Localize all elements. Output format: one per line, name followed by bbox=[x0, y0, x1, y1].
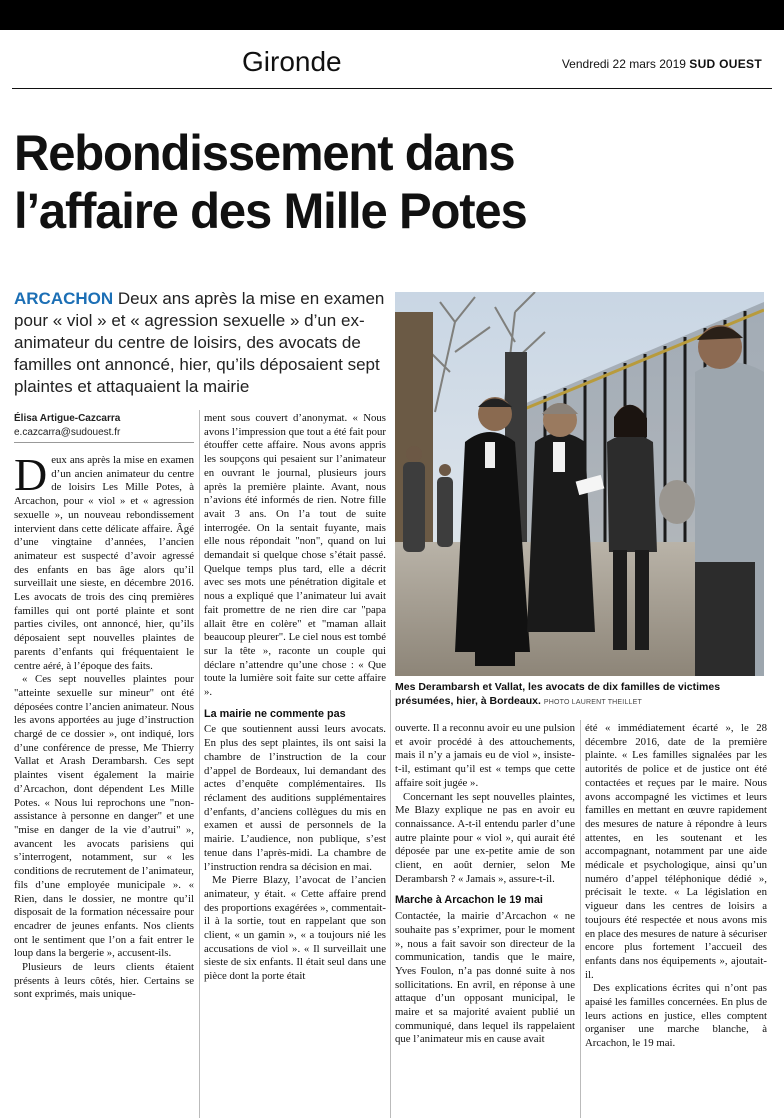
paragraph: Ce que soutiennent aussi leurs avocats. En plus des sept plaintes, ils ont saisi la chambre de l’instruction de la cour d’appel de Bordeaux, lui demandant des actes d’enquête complémentaires. Ils réclament des auditions supplémentaires d’enfants, d’anciens collègues du mis en examen et aussi de personnels de la mairie. L’audience, non publique, s’est tenue dans l’après-midi. La chambre de l’instruction rendra sa décision en mai. bbox=[204, 723, 386, 873]
author-email: e.cazcarra@sudouest.fr bbox=[14, 427, 121, 438]
headline-line-1: Rebondissement dans bbox=[14, 125, 515, 181]
paragraph: été « immédiatement écarté », le 28 décembre 2016, date de la première plainte. « Les familles signalées par les autorités de police et de justice ont été contactées et reçues par le maire. Nous avons accompagné les victimes et leurs familles en mettant en œuvre rapidement des mesures de nature à répondre à leurs attentes, en les soutenant et les accompagnant, notamment par une aide médicale et psychologique, ainsi qu’un numéro d’appel téléphonique dédié », précisait le texte. « La législation en vigueur dans les centres de loisirs a toujours été respectée et nous avons mis en place des mesures de nature à sécuriser encore plus fortement l’accueil des enfants dans nos équipements », ajoutait-il. bbox=[585, 722, 767, 981]
paragraph: ment sous couvert d’anonymat. « Nous avons l’impression que tout a été fait pour étouffer cette affaire. Nous avons appris les soupçons qui pesaient sur l’animateur en ouvrant le journal, plusieurs jours après la première plainte. Avant, nous n’avions été informés de rien. Notre fille avait 3 ans. On l’a tout de suite interrogée. On la sentait fuyante, mais elle nous répondait "non", quand on lui demandait si quelque chose s’était passé. Quelque temps plus tard, elle a décrit avec ses mots une pénétration digitale et nous a expliqué que l’animateur lui avait fait promettre de ne rien dire car "papa allait être en colère" et "maman allait beaucoup pleurer". Le ciel nous est tombé sur la tête », raconte un couple qui déclare n’attendre qu’une chose : « Que toute la lumière soit faite sur cette affaire ». bbox=[204, 412, 387, 699]
author-name: Élisa Artigue-Cazcarra bbox=[14, 413, 121, 424]
photo-caption bbox=[395, 680, 765, 710]
photo-credit: PHOTO LAURENT THEILLET bbox=[543, 699, 642, 706]
byline-rule bbox=[14, 442, 194, 443]
column-separator bbox=[580, 720, 581, 1118]
standfirst bbox=[14, 288, 389, 398]
paragraph: « Ces sept nouvelles plaintes pour "atteinte sexuelle sur mineur" ont été déposées contre l’ancien animateur. Nous les avons apportées au juge d’instruction chargé de ce dossier », ont indiqué, lors d’une conférence de presse, Me Thierry Vallat et Arash Derambarsh. Ces sept plaintes visent également la mairie d’Arcachon, dont dépendent Les Mille Potes. « Nous lui reprochons une "non-assistance à personne en danger" et une "mise en danger de la vie d’autrui" », avancent les avocats parisiens qui s’interrogent, notamment, sur « les conditions de recrutement de l’animateur, fils d’une employée municipale ». « Rien, dans le dossier, ne montre qu’il disposait de la formation nécessaire pour encadrer de jeunes enfants. Nos clients ont le sentiment que l’on a fait entrer le loup dans la bergerie », accusent-ils. bbox=[14, 673, 194, 960]
article-column-1 bbox=[14, 449, 194, 1002]
paragraph: Me Pierre Blazy, l’avocat de l’ancien animateur, y était. « Cette affaire prend des proportions exagérées », commentait-il à la sortie, tout en rappelant que son client, « un gamin », « a toujours nié les accusations de viol ». « Il surveillait une sieste de six enfants. Il était seul dans une pièce dont la porte était bbox=[204, 874, 386, 983]
column-separator bbox=[199, 410, 200, 1118]
article-column-2 bbox=[204, 412, 386, 984]
article-column-3 bbox=[395, 722, 575, 1047]
section-label: Gironde bbox=[242, 46, 342, 77]
headline bbox=[14, 124, 759, 240]
paragraph: eux ans après la mise en examen d’un ancien animateur du centre de loisirs Les Mille Potes, à Arcachon, pour « viol » et « agression sexuelle », un nouveau rebondissement intervient dans cette délicate affaire. Âgé d’une vingtaine d’années, l’ancien animateur est suspecté d’avoir agressé des enfants en bas âge alors qu’il surveillait une sieste, en décembre 2016. Les avocats de trois des cinq premières familles qui ont porté plainte et sont parties civiles, ont annoncé, hier, qu’ils déposaient sept nouvelles plaintes de parents d’enfants qui fréquentaient le centre aéré, à l’époque des faits. bbox=[14, 454, 194, 672]
issue-date: Vendredi 22 mars 2019 bbox=[561, 57, 686, 71]
dateline bbox=[562, 57, 762, 71]
man-right bbox=[695, 325, 764, 676]
header-rule bbox=[12, 88, 772, 89]
newspaper-brand: SUD OUEST bbox=[689, 57, 762, 71]
news-photo bbox=[395, 292, 764, 676]
standfirst-text: Deux ans après la mise en examen pour « viol » et « agression sexuelle » d’un ex-animateur du centre de loisirs, des avocats de familles ont annoncé, hier, qu’ils déposaient sept plaintes et attaquaient la mairie bbox=[14, 289, 385, 396]
paragraph: Des explications écrites qui n’ont pas apaisé les familles concernées. En plus de leurs actions en justice, elles comptent organiser une marche blanche, à Arcachon, le 19 mai. bbox=[585, 982, 767, 1050]
subheading: Marche à Arcachon le 19 mai bbox=[395, 894, 543, 907]
headline-line-2: l’affaire des Mille Potes bbox=[14, 183, 527, 239]
dateline-location: ARCACHON bbox=[14, 289, 114, 308]
article-column-4 bbox=[585, 722, 767, 1051]
paragraph: Concernant les sept nouvelles plaintes, Me Blazy explique ne pas en avoir eu connaissance. A-t-il entendu parler d’une autre plainte pour « viol », qui aurait été déposée par une ex-petite amie de son client, en août dernier, selon Me Derambarsh ? « Jamais », assure-t-il. bbox=[395, 790, 575, 885]
subheading: La mairie ne commente pas bbox=[204, 707, 346, 720]
paragraph: Plusieurs de leurs clients étaient présents à leurs côtés, hier. Certains se sont exprimés, mais unique- bbox=[14, 961, 194, 1001]
column-separator bbox=[390, 690, 391, 1118]
dropcap: D bbox=[14, 449, 48, 500]
paragraph: Contactée, la mairie d’Arcachon « ne souhaite pas s’exprimer, pour le moment », nous a fait savoir son directeur de la communication, tandis que le maire, Yves Foulon, n’a pas donné suite à nos sollicitations. En avril, en réponse à une attaque d’un opposant municipal, le maire et sa majorité avaient publié un communiqué, dans lequel ils rappelaient que l’animateur mis en cause avait bbox=[395, 910, 575, 1046]
paragraph: ouverte. Il a reconnu avoir eu une pulsion et avoir procédé à des attouchements, mais il n’y a jamais eu de viol », insiste-t-il, estimant qu’il est « temps que cette affaire soit jugée ». bbox=[395, 722, 575, 789]
byline bbox=[14, 412, 194, 440]
newspaper-page bbox=[0, 30, 784, 1118]
photo-illustration bbox=[395, 292, 764, 676]
caption-text: Mes Derambarsh et Vallat, les avocats de dix familles de victimes présumées, hier, à Bordeaux. bbox=[395, 681, 721, 707]
